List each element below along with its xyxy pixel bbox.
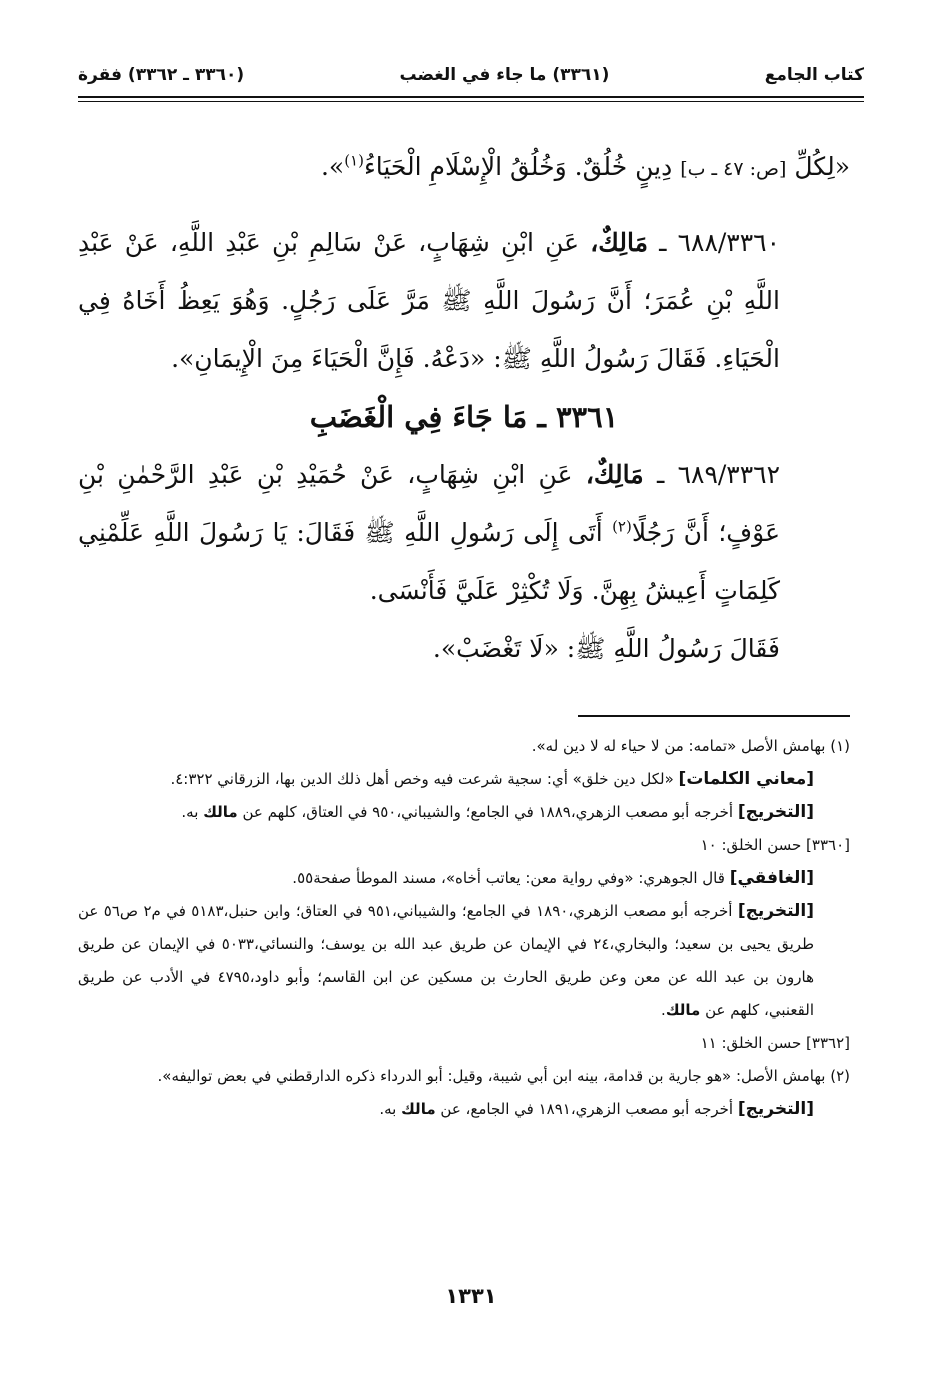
page-number: ١٣٣١ xyxy=(445,1284,497,1308)
hadith-text: عَنِ ابْنِ شِهَابٍ، عَنْ حُمَيْدِ بْنِ عَبْدِ الرَّحْمٰنِ بْنِ عَوْفٍ؛ أَنَّ رَجُلًا xyxy=(78,460,781,547)
footnote-number: (٢) xyxy=(830,1067,850,1085)
takhrij-tag: [التخريج] xyxy=(737,1099,814,1119)
malik-name: مالك xyxy=(203,803,238,821)
footnote-takhrij-3: [التخريج] أخرجه أبو مصعب الزهري،١٨٩١ في الجامع، عن مالك به. xyxy=(379,1099,814,1119)
takhrij-tag: [التخريج] xyxy=(737,802,814,822)
footnote-maani: [معاني الكلمات] «لكل دين خلق» أي: سجية شرعت فيه وخص أهل ذلك الدين بها، الزرقاني ٤:٣٢٢. xyxy=(170,769,814,789)
main-text xyxy=(78,138,850,678)
footnotes xyxy=(78,730,850,1126)
cross-ref-3360: [٣٣٦٠] حسن الخلق: ١٠ xyxy=(700,836,850,854)
narrator-malik: مَالِكٌ، xyxy=(590,228,648,257)
cross-ref-3362: [٣٣٦٢] حسن الخلق: ١١ xyxy=(700,1034,850,1052)
footnote-2: (٢) بهامش الأصل: «هو جارية بن قدامة، بينه ابن أبي شيبة، وقيل: أبو الدرداء ذكره الدارقطني في بعض تواليفه». xyxy=(157,1067,850,1085)
footnote-ghafiqi: [الغافقي] قال الجوهري: «وفي رواية معن: يعاتب أخاه»، مسند الموطأ صفحة٥٥. xyxy=(292,868,814,888)
hadith-text: عَنِ ابْنِ شِهَابٍ، عَنْ سَالِمِ بْنِ عَبْدِ اللَّهِ، عَنْ عَبْدِ اللَّهِ بْنِ عُمَرَ؛ أَنَّ رَسُولَ اللَّهِ ﷺ مَرَّ عَلَى رَجُلٍ. وَهُوَ يَعِظُ أَخَاهُ فِي الْحَيَاءِ. فَقَالَ رَسُولُ اللَّهِ ﷺ: «دَعْهُ. فَإِنَّ الْحَيَاءَ مِنَ الْإِيمَانِ». xyxy=(78,228,780,373)
header-chapter-title: (٣٣٦١) ما جاء في الغضب xyxy=(399,65,610,85)
hadith-number: ٦٨٩/٣٣٦٢ ـ xyxy=(656,460,781,489)
malik-name: مالك xyxy=(401,1100,436,1118)
hadith-3362 xyxy=(78,446,850,620)
continuation-line: «لِكُلِّ [ص: ٤٧ ـ ب] دِينٍ خُلُقٌ. وَخُلُقُ الْإِسْلَامِ الْحَيَاءُ$^{(١)}$». xyxy=(320,151,850,181)
header-book-title: كتاب الجامع xyxy=(764,65,864,85)
manuscript-page-ref: [ص: ٤٧ ـ ب] xyxy=(680,158,787,180)
hadith-text-cont: أَتَى إِلَى رَسُولِ اللَّهِ ﷺ فَقَالَ: يَا رَسُولَ اللَّهِ عَلِّمْنِي كَلِمَاتٍ أَعِيشُ بِهِنَّ. وَلَا تُكْثِرْ عَلَيَّ فَأَنْسَى. xyxy=(78,518,780,605)
footnote-marker-2[interactable]: (٢) xyxy=(612,517,632,536)
malik-name: مالك xyxy=(665,1001,701,1019)
footnote-takhrij-2: [التخريج] أخرجه أبو مصعب الزهري،١٨٩٠ في الجامع؛ والشيباني،٩٥١ في العتاق؛ وابن حنبل،٥١٨٣ في م٢ ص٥٦ عن طريق يحيى بن سعيد؛ والبخاري،٢٤ في الإيمان عن طريق عبد الله بن يوسف؛ والنسائي،٥٠٣٣ في الإيمان عن طريق هارون بن عبد الله عن معن وعن طريق الحارث بن مسكين عن ابن القاسم؛ وأبو داود،٤٧٩٥ في الأدب عن طريق القعنبي، كلهم عن مالك. xyxy=(78,901,815,1019)
running-header xyxy=(78,58,864,92)
footnote-number: (١) xyxy=(830,737,850,755)
hadith-3360 xyxy=(78,214,850,388)
header-rule xyxy=(78,96,864,102)
maani-tag: [معاني الكلمات] xyxy=(678,769,814,789)
narrator-malik: مَالِكٌ، xyxy=(585,460,644,489)
footnote-separator xyxy=(578,715,850,717)
footnote-1: (١) بهامش الأصل «تمامه: من لا حياء له لا دين له». xyxy=(531,737,850,755)
ghafiqi-tag: [الغافقي] xyxy=(729,868,814,888)
hadith-reply: فَقَالَ رَسُولُ اللَّهِ ﷺ: «لَا تَغْضَبْ». xyxy=(432,634,780,663)
hadith-number: ٦٨٨/٣٣٦٠ ـ xyxy=(659,228,781,257)
footnote-marker-1[interactable]: (١) xyxy=(344,151,364,170)
takhrij-tag: [التخريج] xyxy=(737,901,815,921)
header-paragraph-range: (٣٣٦٠ ـ ٣٣٦٢) فقرة xyxy=(78,65,245,85)
footnote-takhrij-1: [التخريج] أخرجه أبو مصعب الزهري،١٨٨٩ في الجامع؛ والشيباني،٩٥٠ في العتاق، كلهم عن مالك به. xyxy=(181,802,814,822)
chapter-heading: ٣٣٦١ ـ مَا جَاءَ فِي الْغَضَبِ xyxy=(309,400,619,434)
